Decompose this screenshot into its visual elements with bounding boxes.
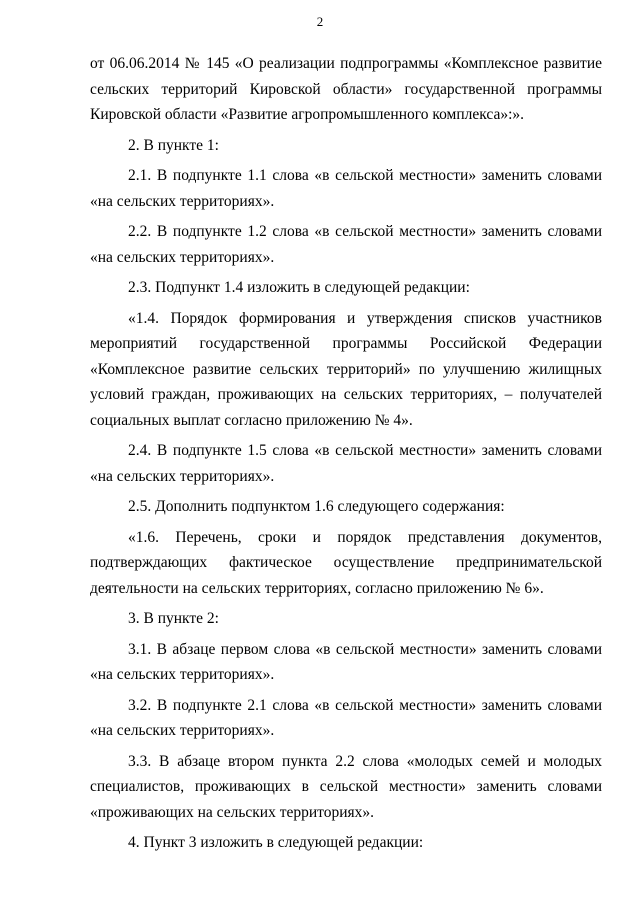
paragraph: «1.6. Перечень, сроки и порядок представления документов, подтверждающих фактическое осуществление предпринимательской деятельности на сельских территориях, согласно приложению № 6». xyxy=(90,528,602,597)
paragraph: 3. В пункте 2: xyxy=(128,610,219,627)
paragraph: 2.3. Подпункт 1.4 изложить в следующей редакции: xyxy=(128,279,470,296)
paragraph: 3.1. В абзаце первом слова «в сельской местности» заменить словами «на сельских территориях». xyxy=(90,640,602,683)
document-body xyxy=(90,51,602,856)
paragraph: 2.5. Дополнить подпунктом 1.6 следующего содержания: xyxy=(128,498,505,515)
paragraph: 2.2. В подпункте 1.2 слова «в сельской местности» заменить словами «на сельских территориях». xyxy=(90,223,602,266)
paragraph: «1.4. Порядок формирования и утверждения списков участников мероприятий государственной программы Российской Федерации «Комплексное развитие сельских территорий» по улучшению жилищных условий граждан, проживающих на сельских территориях, – получателей социальных выплат согласно приложению № 4». xyxy=(90,309,602,429)
paragraph: 3.3. В абзаце втором пункта 2.2 слова «молодых семей и молодых специалистов, проживающих в сельской местности» заменить словами «проживающих на сельских территориях». xyxy=(90,752,602,821)
paragraph: 4. Пункт 3 изложить в следующей редакции: xyxy=(128,834,424,851)
paragraph: 2.1. В подпункте 1.1 слова «в сельской местности» заменить словами «на сельских территориях». xyxy=(90,167,602,210)
paragraph: 2. В пункте 1: xyxy=(128,136,219,154)
paragraph: 3.2. В подпункте 2.1 слова «в сельской местности» заменить словами «на сельских территориях». xyxy=(90,696,602,739)
page-number: 2 xyxy=(316,14,324,29)
paragraph: 2.4. В подпункте 1.5 слова «в сельской местности» заменить словами «на сельских территориях». xyxy=(90,442,602,485)
paragraph: от 06.06.2014 № 145 «О реализации подпрограммы «Комплексное развитие сельских территорий Кировской области» государственной программы Кировской области «Развитие агропромышленного комплекса»:». xyxy=(90,55,602,123)
